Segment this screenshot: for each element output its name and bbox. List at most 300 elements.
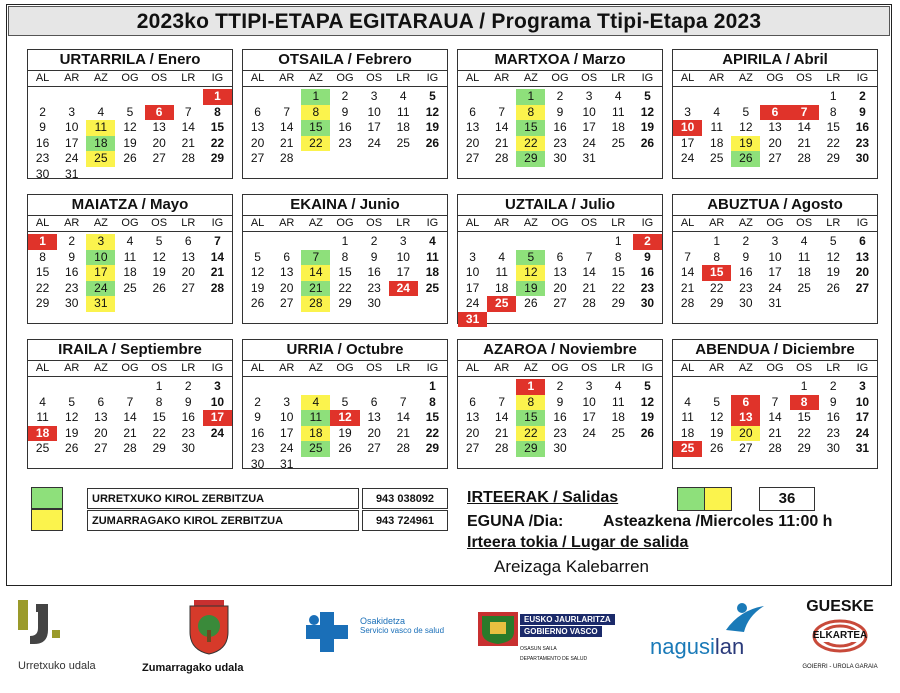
weekday-label: OG [551, 217, 569, 229]
empty-day-cell [272, 379, 301, 395]
day-cell: 2 [556, 89, 564, 103]
day-grid [458, 377, 662, 457]
day-cell: 26 [338, 441, 352, 455]
weekday-label: OG [336, 217, 354, 229]
empty-day-cell [458, 379, 487, 395]
weekday-header [243, 216, 447, 232]
weekday-label: AZ [308, 217, 323, 229]
dia-value: Asteazkena /Miercoles 11:00 h [603, 513, 833, 530]
day-cell: 3 [86, 234, 115, 250]
dia-label: EGUNA /Dia: [467, 513, 564, 530]
day-cell: 19 [640, 410, 655, 424]
month-name: UZTAILA / Julio [458, 195, 662, 216]
day-cell: 30 [35, 166, 50, 181]
day-cell: 19 [152, 265, 166, 279]
weekday-label: AZ [738, 217, 753, 229]
day-cell: 17 [465, 280, 480, 295]
weekday-label: OG [121, 72, 139, 84]
gueske-region: GOIERRI - UROLA GARAIA [802, 664, 878, 670]
day-cell: 4 [39, 394, 46, 409]
day-cell: 10 [673, 120, 702, 136]
day-cell: 24 [65, 151, 79, 165]
day-cell: 5 [429, 89, 436, 103]
empty-day-cell [330, 379, 359, 395]
empty-day-cell [673, 234, 702, 250]
empty-day-cell [243, 234, 272, 250]
day-cell: 16 [739, 265, 753, 279]
empty-day-cell [760, 89, 789, 105]
day-cell: 22 [710, 280, 724, 295]
weekday-label: AR [279, 72, 295, 84]
day-cell: 26 [250, 296, 265, 310]
empty-day-cell [702, 379, 731, 395]
day-cell: 20 [465, 425, 480, 440]
weekday-label: OS [581, 217, 598, 229]
day-cell: 5 [742, 104, 750, 119]
salidas-count: 36 [759, 487, 815, 511]
day-cell: 28 [582, 296, 596, 310]
osakidetza-logo [302, 610, 472, 660]
day-cell: 20 [768, 135, 782, 150]
day-cell: 21 [495, 425, 509, 440]
day-cell: 27 [152, 151, 166, 165]
empty-day-cell [272, 234, 301, 250]
day-cell: 29 [338, 296, 352, 310]
weekday-label: OS [151, 362, 168, 374]
day-cell: 3 [370, 89, 378, 103]
weekday-label: AL [680, 217, 695, 229]
empty-day-cell [458, 234, 487, 250]
weekday-label: AZ [523, 362, 538, 374]
empty-day-cell [243, 379, 272, 395]
empty-day-cell [702, 89, 731, 105]
day-cell: 23 [640, 280, 655, 295]
day-cell: 19 [123, 135, 137, 150]
day-cell: 19 [338, 425, 352, 440]
day-cell: 17 [582, 410, 596, 424]
day-cell: 4 [301, 395, 330, 411]
day-cell: 13 [855, 249, 870, 264]
day-cell: 12 [425, 104, 440, 119]
month-name: OTSAILA / Febrero [243, 50, 447, 71]
weekday-header [673, 361, 877, 377]
day-cell: 18 [495, 280, 509, 295]
empty-day-cell [516, 234, 545, 250]
weekday-label: AL [465, 362, 480, 374]
day-cell: 7 [585, 249, 593, 264]
day-cell: 29 [516, 151, 545, 167]
day-cell: 19 [710, 425, 724, 440]
day-cell: 31 [86, 296, 115, 312]
day-cell: 14 [495, 410, 509, 424]
day-cell: 10 [86, 250, 115, 266]
day-cell: 7 [399, 394, 407, 409]
day-cell: 5 [68, 394, 76, 409]
gv-dept-es: DEPARTAMENTO DE SALUD [520, 656, 588, 662]
day-cell: 2 [742, 234, 750, 248]
weekday-label: AZ [308, 72, 323, 84]
day-cell: 26 [65, 441, 79, 455]
zumarraga-logo [140, 596, 280, 678]
weekday-header [243, 71, 447, 87]
day-cell: 20 [250, 135, 265, 150]
gv-dept-eu: OSASUN SAILA [520, 646, 557, 652]
lugar-value: Areizaga Kalebarren [494, 557, 649, 576]
day-cell: 6 [469, 394, 476, 409]
day-cell: 12 [516, 265, 545, 281]
day-cell: 4 [126, 234, 134, 248]
day-cell: 9 [341, 104, 349, 119]
weekday-label: LR [611, 217, 626, 229]
weekday-label: AL [680, 362, 695, 374]
day-cell: 31 [582, 151, 596, 165]
day-cell: 18 [425, 265, 440, 279]
month-name: MAIATZA / Mayo [28, 195, 232, 216]
day-cell: 4 [97, 104, 105, 119]
day-cell: 27 [768, 151, 782, 165]
day-cell: 2 [184, 379, 192, 393]
day-cell: 6 [469, 104, 476, 119]
weekday-label: AR [64, 217, 80, 229]
weekday-label: OG [121, 362, 139, 374]
day-cell: 15 [301, 120, 330, 136]
weekday-label: IG [856, 72, 869, 84]
day-cell: 13 [94, 410, 108, 424]
day-cell: 6 [760, 105, 789, 121]
day-cell: 15 [797, 410, 811, 424]
day-cell: 6 [859, 234, 866, 248]
day-cell: 13 [768, 120, 782, 134]
day-cell: 10 [582, 104, 596, 119]
day-cell: 25 [35, 441, 50, 455]
day-cell: 24 [465, 296, 480, 310]
day-cell: 11 [123, 249, 137, 264]
weekday-label: OG [766, 362, 784, 374]
weekday-label: AR [709, 362, 725, 374]
day-cell: 15 [516, 120, 545, 136]
nagusilan-name [650, 634, 744, 660]
weekday-label: LR [181, 217, 196, 229]
day-cell: 4 [614, 379, 622, 393]
osakidetza-subtitle: Servicio vasco de salud [360, 626, 445, 635]
day-cell: 21 [768, 425, 782, 440]
weekday-label: AR [279, 217, 295, 229]
day-cell: 11 [612, 104, 625, 119]
day-cell: 9 [184, 394, 192, 409]
day-cell: 15 [425, 410, 440, 424]
day-cell: 8 [713, 249, 721, 264]
day-cell: 26 [731, 151, 760, 167]
day-cell: 20 [280, 280, 294, 295]
weekday-label: IG [426, 72, 439, 84]
weekday-label: AL [465, 217, 480, 229]
day-cell: 16 [640, 265, 655, 279]
empty-day-cell [57, 379, 86, 395]
day-cell: 24 [582, 425, 596, 440]
day-cell: 5 [644, 379, 651, 393]
day-cell: 19 [731, 136, 760, 152]
day-cell: 5 [829, 234, 837, 248]
weekday-label: IG [426, 362, 439, 374]
day-cell: 25 [611, 135, 625, 150]
weekday-label: OG [551, 72, 569, 84]
day-cell: 17 [396, 265, 410, 279]
nagusilan-name-part2: lan [714, 634, 745, 659]
day-cell: 5 [126, 104, 134, 119]
weekday-label: AR [709, 217, 725, 229]
day-cell: 8 [39, 249, 46, 264]
empty-day-cell [389, 379, 418, 395]
day-cell: 15 [35, 265, 50, 279]
urretxu-logo [14, 598, 134, 678]
weekday-label: LR [181, 72, 196, 84]
day-cell: 3 [68, 104, 76, 119]
legend-phone-zumarraga: 943 724961 [362, 510, 448, 531]
day-grid [28, 87, 232, 182]
weekday-label: OS [796, 362, 813, 374]
day-cell: 2 [633, 234, 662, 250]
day-cell: 22 [210, 135, 225, 150]
day-cell: 24 [680, 151, 695, 165]
day-cell: 22 [516, 136, 545, 152]
month-calendar [242, 339, 448, 469]
salidas-swatch-yellow [704, 487, 732, 511]
salidas-label: IRTEERAK / Salidas [467, 489, 619, 506]
day-cell: 29 [516, 441, 545, 457]
empty-day-cell [673, 89, 702, 105]
day-cell: 11 [681, 410, 694, 424]
day-cell: 24 [855, 425, 870, 440]
day-cell: 11 [36, 410, 49, 424]
day-cell: 29 [35, 296, 50, 310]
weekday-label: AZ [523, 72, 538, 84]
weekday-label: OS [366, 72, 383, 84]
weekday-header [243, 361, 447, 377]
day-cell: 11 [426, 249, 439, 264]
day-cell: 27 [94, 441, 108, 455]
weekday-label: AL [35, 362, 50, 374]
day-cell: 25 [425, 280, 440, 295]
day-cell: 1 [713, 234, 721, 248]
weekday-header [458, 361, 662, 377]
day-cell: 16 [181, 410, 195, 424]
day-cell: 25 [673, 441, 702, 457]
weekday-label: AR [279, 362, 295, 374]
day-cell: 9 [742, 249, 750, 264]
day-cell: 27 [181, 280, 195, 295]
gueske-logo [790, 598, 896, 678]
day-cell: 29 [710, 296, 724, 310]
day-cell: 23 [181, 425, 195, 440]
day-cell: 3 [399, 234, 407, 248]
day-cell: 17 [855, 410, 870, 424]
day-cell: 13 [465, 410, 480, 424]
day-cell: 25 [797, 280, 811, 295]
weekday-label: LR [611, 72, 626, 84]
day-cell: 8 [829, 104, 837, 119]
day-cell: 28 [123, 441, 137, 455]
day-cell: 10 [210, 394, 225, 409]
day-cell: 10 [396, 249, 410, 264]
day-cell: 18 [123, 265, 137, 279]
weekday-label: AR [64, 362, 80, 374]
day-cell: 9 [644, 249, 651, 264]
weekday-label: LR [396, 362, 411, 374]
day-cell: 5 [516, 250, 545, 266]
weekday-label: LR [826, 217, 841, 229]
day-cell: 11 [397, 104, 410, 119]
day-cell: 28 [495, 441, 509, 455]
day-cell: 8 [516, 395, 545, 411]
day-cell: 12 [739, 120, 753, 134]
weekday-label: OS [366, 217, 383, 229]
weekday-label: IG [211, 72, 224, 84]
day-cell: 5 [644, 89, 651, 103]
day-cell: 28 [768, 441, 782, 455]
empty-day-cell [360, 379, 389, 395]
day-cell: 12 [330, 410, 359, 426]
day-cell: 22 [338, 280, 352, 295]
day-cell: 14 [280, 120, 294, 134]
day-cell: 29 [210, 151, 225, 165]
day-cell: 20 [465, 135, 480, 150]
day-cell: 20 [855, 265, 870, 279]
day-cell: 15 [152, 410, 166, 424]
weekday-label: AZ [738, 362, 753, 374]
day-cell: 19 [65, 425, 79, 440]
day-cell: 12 [250, 265, 265, 279]
day-cell: 24 [86, 281, 115, 297]
month-name: URRIA / Octubre [243, 340, 447, 361]
day-cell: 16 [35, 135, 50, 150]
day-cell: 12 [710, 410, 724, 424]
legend-swatch-yellow [31, 509, 63, 531]
day-cell: 14 [210, 249, 225, 264]
day-cell: 9 [829, 394, 837, 409]
day-cell: 15 [516, 410, 545, 426]
day-cell: 1 [429, 379, 436, 393]
page-title: 2023ko TTIPI-ETAPA EGITARAUA / Programa Ttipi-Etapa 2023 [8, 6, 890, 36]
empty-day-cell [790, 89, 819, 105]
day-cell: 9 [859, 104, 866, 119]
day-cell: 27 [367, 441, 381, 455]
day-cell: 28 [210, 280, 225, 295]
day-cell: 14 [582, 265, 596, 279]
day-cell: 2 [859, 89, 866, 103]
day-cell: 6 [97, 394, 105, 409]
empty-day-cell [86, 379, 115, 395]
empty-day-cell [731, 379, 760, 395]
nagusilan-logo [650, 600, 780, 676]
month-calendar [672, 194, 878, 324]
day-cell: 7 [771, 394, 779, 409]
weekday-label: OG [121, 217, 139, 229]
empty-day-cell [487, 89, 516, 105]
weekday-label: IG [856, 217, 869, 229]
day-cell: 28 [396, 441, 410, 455]
empty-day-cell [28, 89, 57, 105]
day-cell: 9 [370, 249, 378, 264]
day-cell: 7 [214, 234, 221, 248]
weekday-label: OS [151, 217, 168, 229]
day-cell: 9 [556, 394, 564, 409]
empty-day-cell [673, 379, 702, 395]
day-cell: 6 [283, 249, 291, 264]
day-cell: 22 [797, 425, 811, 440]
day-cell: 2 [829, 379, 837, 393]
weekday-header [458, 71, 662, 87]
day-cell: 13 [152, 120, 166, 134]
empty-day-cell [458, 89, 487, 105]
day-cell: 17 [65, 135, 79, 150]
day-cell: 20 [731, 426, 760, 442]
day-cell: 23 [553, 425, 567, 440]
day-cell: 1 [28, 234, 57, 250]
day-cell: 28 [680, 296, 695, 310]
empty-day-cell [115, 379, 144, 395]
day-cell: 20 [181, 265, 195, 279]
day-cell: 22 [301, 136, 330, 152]
weekday-label: AZ [93, 362, 108, 374]
day-cell: 8 [301, 105, 330, 121]
day-grid [28, 377, 232, 457]
weekday-label: LR [396, 72, 411, 84]
day-cell: 14 [123, 410, 137, 424]
weekday-label: IG [856, 362, 869, 374]
day-cell: 10 [465, 265, 480, 279]
day-cell: 25 [487, 296, 516, 312]
day-cell: 15 [702, 265, 731, 281]
month-name: MARTXOA / Marzo [458, 50, 662, 71]
month-calendar [457, 339, 663, 469]
day-cell: 25 [301, 441, 330, 457]
day-cell: 19 [250, 280, 265, 295]
day-cell: 28 [181, 151, 195, 165]
day-cell: 18 [396, 120, 410, 134]
day-cell: 24 [367, 135, 381, 150]
day-cell: 11 [797, 249, 811, 264]
day-cell: 27 [553, 296, 567, 310]
day-cell: 16 [826, 410, 840, 424]
gobierno-vasco-logo [478, 612, 628, 672]
empty-day-cell [731, 89, 760, 105]
day-cell: 5 [713, 394, 721, 409]
osakidetza-name: Osakidetza [360, 616, 406, 626]
empty-day-cell [301, 234, 330, 250]
weekday-label: AL [250, 72, 265, 84]
weekday-label: LR [181, 362, 196, 374]
weekday-label: AZ [523, 217, 538, 229]
day-cell: 13 [553, 265, 567, 279]
day-grid [458, 87, 662, 167]
weekday-label: AR [709, 72, 725, 84]
weekday-header [28, 216, 232, 232]
day-grid [673, 232, 877, 312]
day-cell: 30 [181, 441, 195, 455]
day-cell: 5 [341, 394, 349, 409]
day-cell: 27 [280, 296, 294, 310]
day-cell: 5 [155, 234, 163, 248]
day-cell: 18 [680, 425, 695, 440]
month-name: URTARRILA / Enero [28, 50, 232, 71]
day-cell: 8 [214, 104, 221, 119]
day-cell: 14 [797, 120, 811, 134]
zumarraga-shield-icon [184, 596, 234, 656]
urretxu-emblem-icon [18, 600, 66, 650]
day-cell: 21 [797, 135, 811, 150]
weekday-label: AZ [93, 217, 108, 229]
day-cell: 18 [611, 410, 625, 424]
